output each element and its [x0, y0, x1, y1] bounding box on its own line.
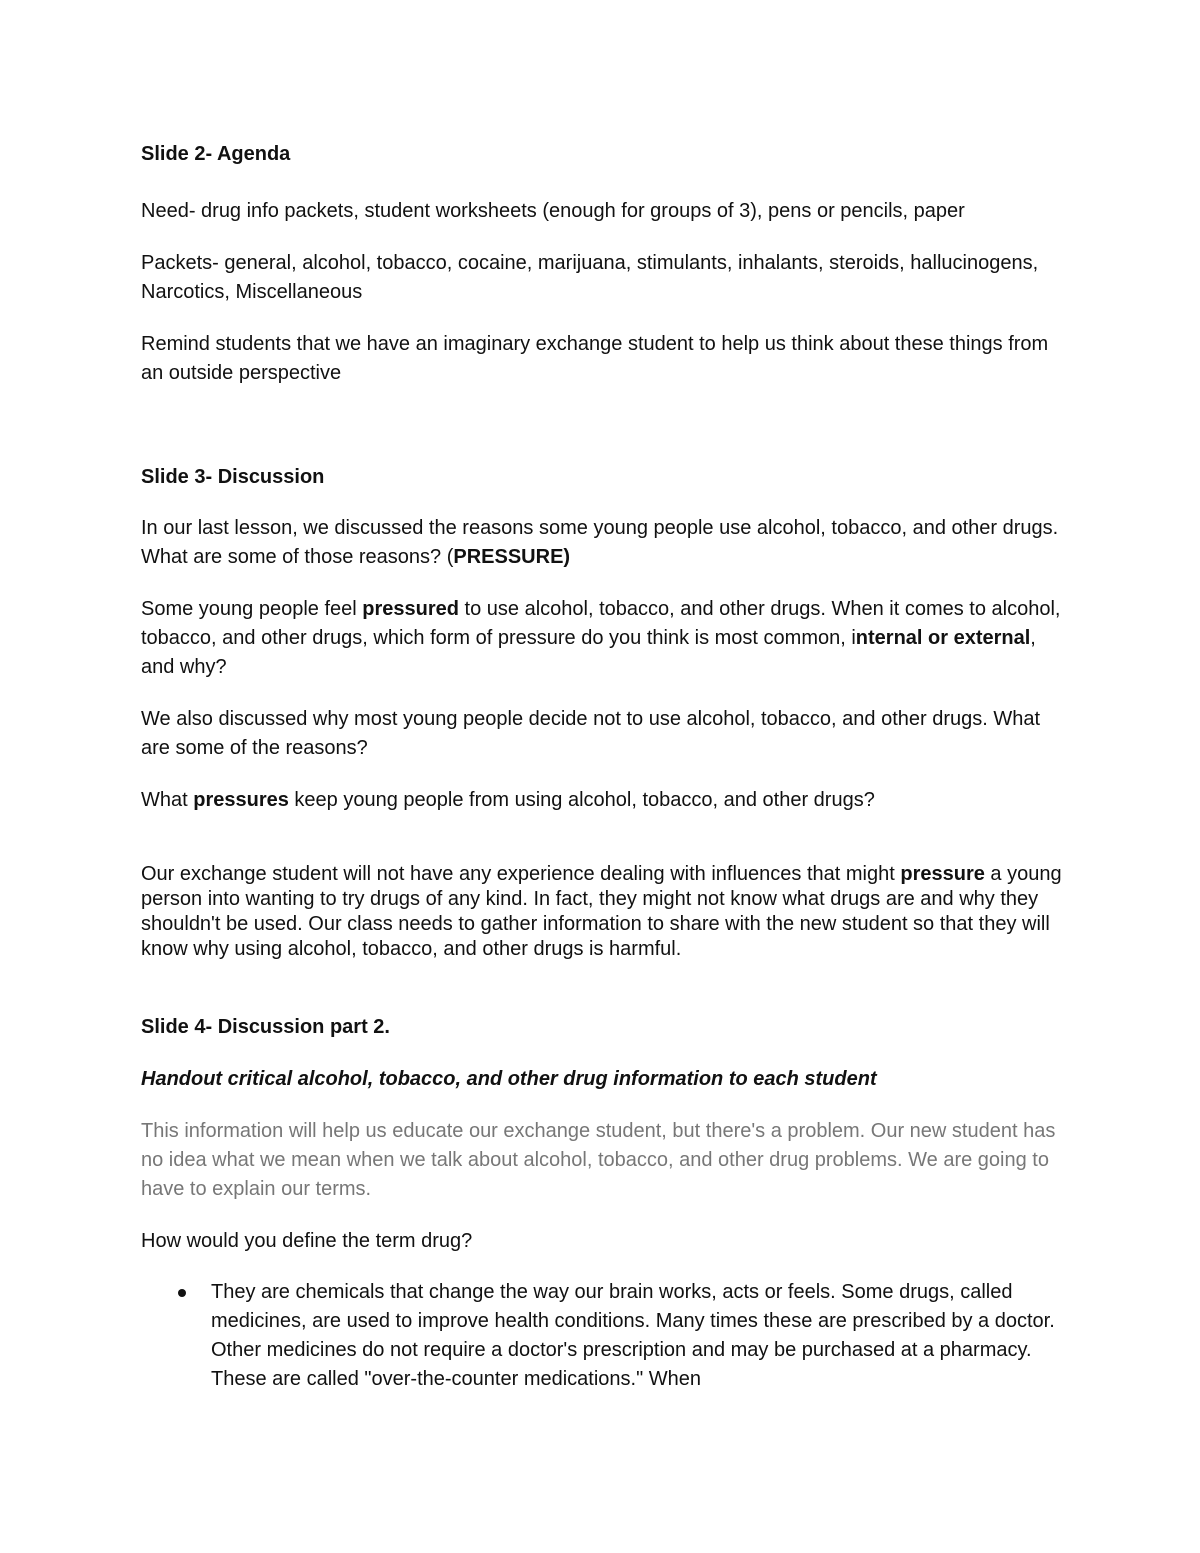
slide-2-need: Need- drug info packets, student worksheets (enough for groups of 3), pens or pencils, paper — [141, 200, 965, 222]
slide-3-p2-bold-2: nternal or external — [855, 627, 1031, 649]
slide-3-paragraph-4 — [141, 786, 1066, 815]
bullet-icon — [178, 1289, 186, 1297]
slide-3-p5-bold: pressure — [900, 863, 985, 885]
slide-4-handout: Handout critical alcohol, tobacco, and other drug information to each student — [141, 1068, 877, 1090]
slide-3-p5-pre: Our exchange student will not have any experience dealing with influences that might — [141, 863, 901, 885]
slide-4-heading: Slide 4- Discussion part 2. — [141, 1016, 390, 1038]
slide-4-info: This information will help us educate our exchange student, but there's a problem. Our new student has no idea what we mean when we talk about alcohol, tobacco, and other drug problems. We are going to have to explain our terms. — [141, 1120, 1056, 1200]
slide-3-p2-pre: Some young people feel — [141, 598, 363, 620]
slide-3-paragraph-2 — [141, 595, 1066, 682]
slide-3-p2-mid: to use alcohol, tobacco, and other drugs. When it comes to alcohol, tobacco, and other drugs, which form of pressure do you think is most common, i — [141, 598, 1061, 649]
slide-3-heading: Slide 3- Discussion — [141, 466, 325, 488]
slide-2-packets: Packets- general, alcohol, tobacco, cocaine, marijuana, stimulants, inhalants, steroids, hallucinogens, Narcotics, Miscellaneous — [141, 252, 1039, 303]
document-page — [141, 140, 1066, 1394]
slide-3-p2-bold-1: pressured — [362, 598, 459, 620]
slide-2-remind: Remind students that we have an imaginary exchange student to help us think about these things from an outside perspective — [141, 333, 1049, 384]
slide-3-paragraph-5 — [141, 862, 1066, 962]
slide-3-p4-post: keep young people from using alcohol, tobacco, and other drugs? — [288, 789, 875, 811]
slide-3-p1-bold: PRESSURE) — [453, 546, 571, 568]
slide-3-p1-text: In our last lesson, we discussed the reasons some young people use alcohol, tobacco, and other drugs. What are some of those reasons? ( — [141, 517, 1059, 568]
slide-2-heading: Slide 2- Agenda — [141, 143, 291, 165]
slide-3-paragraph-1 — [141, 514, 1066, 572]
list-item — [141, 1278, 1066, 1394]
slide-3-p5-post: a young person into wanting to try drugs of any kind. In fact, they might not know what drugs are and why they shouldn't be used. Our class needs to gather information to share with the new student so that they will know why using alcohol, tobacco, and other drugs is harmful. — [141, 863, 1062, 960]
slide-4-question: How would you define the term drug? — [141, 1230, 473, 1252]
slide-3-paragraph-3: We also discussed why most young people decide not to use alcohol, tobacco, and other drugs. What are some of the reasons? — [141, 708, 1041, 759]
list-item-text: They are chemicals that change the way our brain works, acts or feels. Some drugs, called medicines, are used to improve health conditions. Many times these are prescribed by a doctor. Other medicines do not require a doctor's prescription and may be purchased at a pharmacy. These are called "over-the-counter medications." When — [211, 1281, 1055, 1390]
slide-3-p4-bold: pressures — [193, 789, 289, 811]
slide-3-p4-pre: What — [141, 789, 194, 811]
slide-3-p2-post: , and why? — [141, 627, 1036, 678]
slide-4-bullet-list — [141, 1278, 1066, 1394]
